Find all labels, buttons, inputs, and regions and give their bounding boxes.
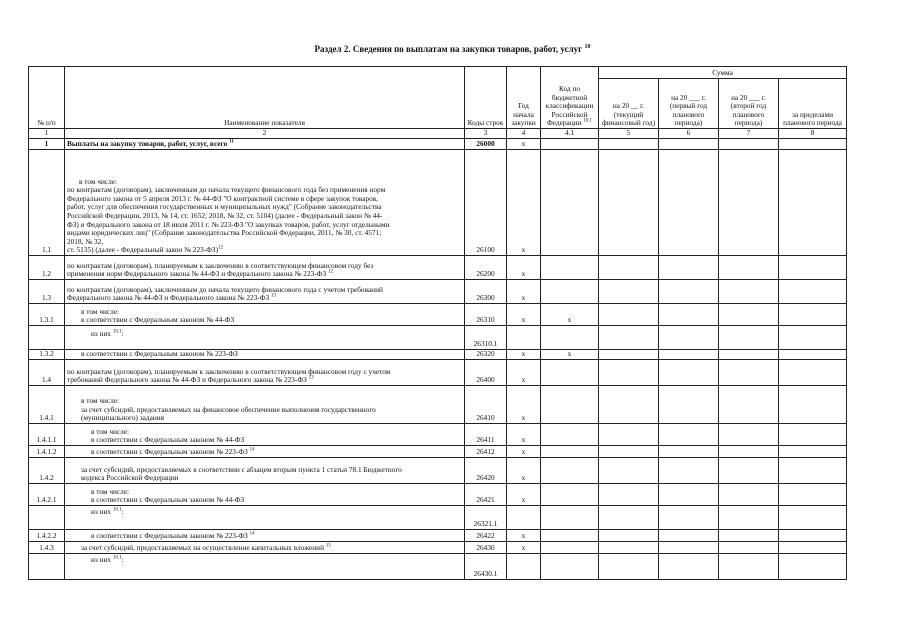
table-row: 1.1 в том числе: по контрактам (договорам), заключенным до начала текущего финансового года без применения норм Федерального закона от 5 апреля 2013 г. № 44-ФЗ "О контрактной системе в сфере закупок товаров, работ, услуг для обеспечения государственных и муниципальных нужд" (Собрание законодательства Российской Федерации, 2013, № 14, ст. 1652; 2018, № 32, ст. 5104) (далее - Федеральный закон № 44- ФЗ) и Федерального закона от 18 июля 2011 г. № 223-ФЗ "О закупках товаров, работ, услуг отдельными видами юридических лиц" (Собрание законодательства Российской Федерации, 2011, № 30, ст. 4571; 2018, № 32, ст. 5135) (далее - Федеральный закон № 223-ФЗ)$^{12}$ 26100 x: [29, 150, 847, 256]
table-row: из них $^{10.1}$: 26321.1: [29, 506, 847, 530]
table-row: 1.4.2 за счет субсидий, предоставляемых в соответствии с абзацем вторым пункта 1 статьи 78.1 Бюджетного кодекса Российской Федерации 26420 x: [29, 458, 847, 484]
table-row: 1.3.1 в том числе: в соответствии с Федеральным законом № 44-ФЗ 26310 x x: [29, 304, 847, 326]
table-row: 1.4.1.2 в соответствии с Федеральным законом № 223-ФЗ $^{14}$ 26412 x: [29, 446, 847, 458]
header-code: Коды строк: [465, 67, 507, 129]
table-row: 1.4.1.1 в том числе: в соответствии с Федеральным законом № 44-ФЗ 26411 x: [29, 424, 847, 446]
section-title: Раздел 2. Сведения по выплатам на закупки товаров, работ, услуг $^{10}$: [314, 44, 591, 54]
header-col5: на 20 __ г. (текущий финансовый год): [599, 79, 659, 129]
table-row: из них $^{10.1}$: 26430.1: [29, 554, 847, 580]
header-col7: на 20 ___ г. (второй год планового периода): [719, 79, 779, 129]
table-row: 1.3.2 в соответствии с Федеральным законом № 223-ФЗ 26320 x x: [29, 350, 847, 360]
table-row: 1 Выплаты на закупку товаров, работ, услуг, всего $^{11}$ 26000 x: [29, 139, 847, 150]
header-budget-code: Код по бюджетной классификации Российской Федерации $^{10.1}$: [541, 67, 599, 129]
table-row: 1.4.2.1 в том числе: в соответствии с Федеральным законом № 44-ФЗ 26421 x: [29, 484, 847, 506]
section-title-footnote: 10: [584, 44, 591, 50]
table-row: 1.2 по контрактам (договорам), планируемым к заключению в соответствующем финансовом году без применения норм Федерального закона № 44-ФЗ и Федерального закона № 223-ФЗ $^{12}$ 26200 x: [29, 256, 847, 280]
table-row: 1.4.3 за счет субсидий, предоставляемых на осуществление капитальных вложений $^{15}$ 26430 x: [29, 542, 847, 554]
header-no: № п/п: [29, 67, 65, 129]
header-sum: Сумма: [599, 67, 847, 79]
table-row: из них $^{10.1}$: 26310.1: [29, 326, 847, 350]
header-row: [29, 67, 847, 79]
table-row: 1.4.1 в том числе: за счет субсидий, предоставляемых на финансовое обеспечение выполнения государственного (муниципального) задания 26410 x: [29, 386, 847, 424]
header-col6: на 20 ___ г. (первый год планового периода): [659, 79, 719, 129]
table-row: 1.3 по контрактам (договорам), заключенным до начала текущего финансового года с учетом требований Федерального закона № 44-ФЗ и Федерального закона № 223-ФЗ $^{13}$ 26300 x: [29, 280, 847, 304]
header-col8: за пределами планового периода: [779, 79, 847, 129]
header-name: Наименование показателя: [65, 67, 465, 129]
header-year: Год начала закупки: [507, 67, 541, 129]
table-row: 1.4.2.2 в соответствии с Федеральным законом № 223-ФЗ $^{14}$ 26422 x: [29, 530, 847, 542]
payments-table: [28, 66, 847, 580]
table-row: 1.4 по контрактам (договорам), планируемым к заключению в соответствующем финансовом году с учетом требований Федерального закона № 44-ФЗ и Федерального закона № 223-ФЗ $^{13}$ 26400 x: [29, 360, 847, 386]
column-number-row: 1 2 3 4 4.1 5 6 7 8: [29, 129, 847, 139]
